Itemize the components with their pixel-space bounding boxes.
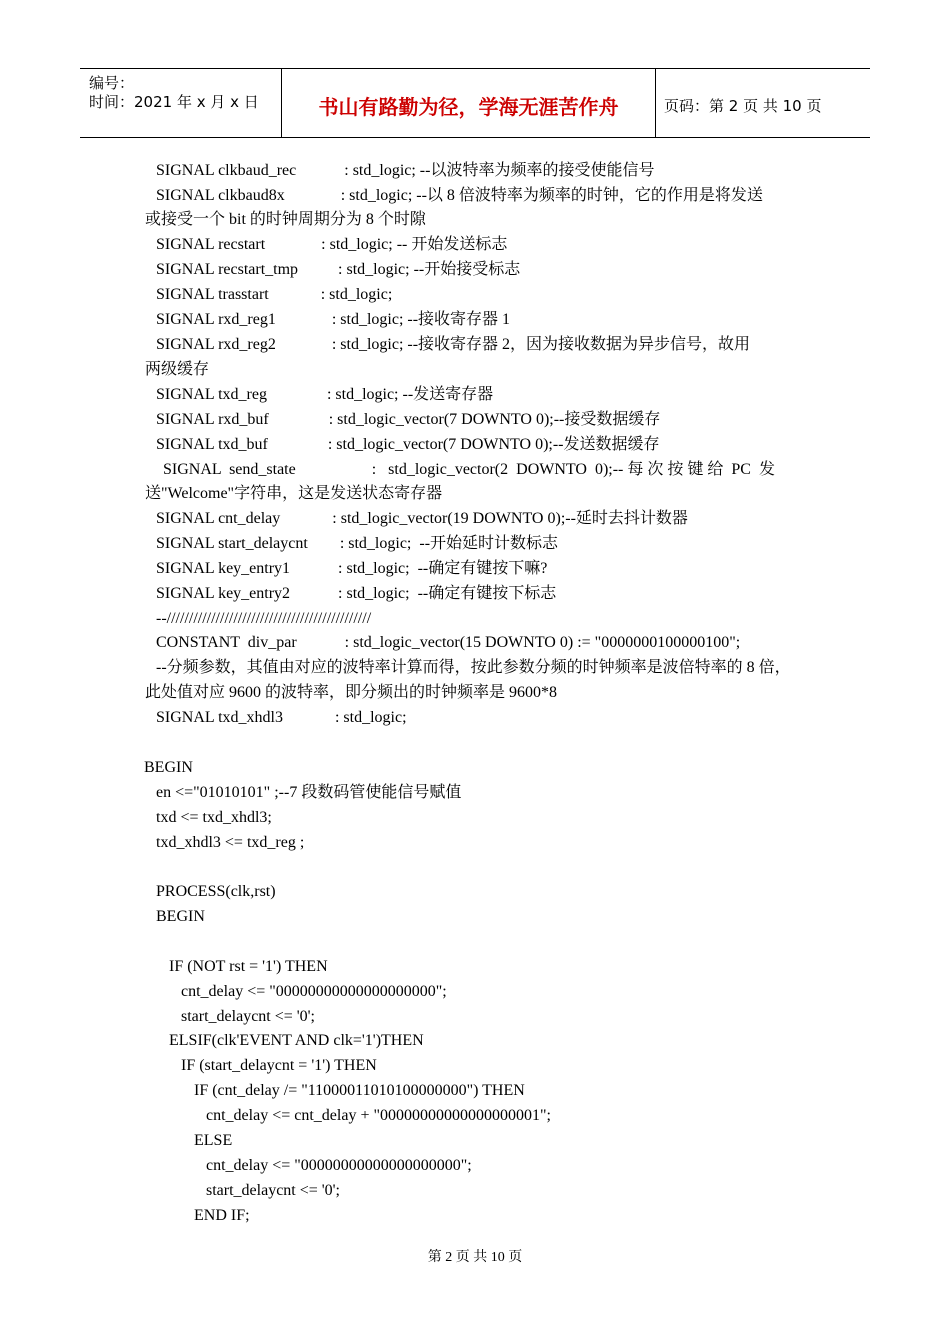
- code-line: ELSIF(clk'EVENT AND clk='1')THEN: [169, 1032, 424, 1049]
- header-motto-cell: [281, 69, 656, 137]
- code-line: SIGNAL rxd_buf : std_logic_vector(7 DOWNTO 0);--接受数据缓存: [156, 411, 661, 428]
- code-line: CONSTANT div_par : std_logic_vector(15 DOWNTO 0) := "0000000100000100";: [156, 634, 741, 651]
- code-line: --分频参数，其值由对应的波特率计算而得，按此参数分频的时钟频率是波倍特率的 8 倍，: [156, 659, 791, 676]
- code-line: en <="01010101" ;--7 段数码管使能信号赋值: [156, 784, 462, 801]
- code-line: 两级缓存: [145, 361, 210, 378]
- code-line: cnt_delay <= "00000000000000000000";: [181, 983, 447, 1000]
- code-line: SIGNAL txd_buf : std_logic_vector(7 DOWNTO 0);--发送数据缓存: [156, 436, 660, 453]
- header-page-cell: [655, 69, 870, 137]
- code-line: cnt_delay <= cnt_delay + "00000000000000000001";: [206, 1107, 551, 1124]
- code-line: cnt_delay <= "00000000000000000000";: [206, 1157, 472, 1174]
- code-line: SIGNAL trasstart : std_logic;: [156, 286, 393, 303]
- code-line: SIGNAL start_delaycnt : std_logic; --开始延时计数标志: [156, 535, 559, 552]
- header-meta-cell: [80, 69, 280, 137]
- code-line: SIGNAL rxd_reg2 : std_logic; --接收寄存器 2，因为接收数据为异步信号，故用: [156, 336, 751, 353]
- code-line: SIGNAL key_entry1 : std_logic; --确定有键按下嘛?: [156, 560, 548, 577]
- date-label: 时间：2021 年 x 月 x 日: [89, 93, 259, 111]
- code-line: 或接受一个 bit 的时钟周期分为 8 个时隙: [145, 211, 426, 228]
- code-line: END IF;: [194, 1207, 250, 1224]
- code-line: PROCESS(clk,rst): [156, 883, 276, 900]
- code-line: SIGNAL clkbaud8x : std_logic; --以 8 倍波特率为频率的时钟，它的作用是将发送: [156, 187, 763, 204]
- code-line: start_delaycnt <= '0';: [181, 1008, 315, 1025]
- code-line: ELSE: [194, 1132, 233, 1149]
- code-line: BEGIN: [156, 908, 205, 925]
- code-line: --//////////////////////////////////////////////: [156, 610, 372, 627]
- code-line: SIGNAL cnt_delay : std_logic_vector(19 DOWNTO 0);--延时去抖计数器: [156, 510, 688, 527]
- code-line: txd_xhdl3 <= txd_reg ;: [156, 834, 305, 851]
- code-line: IF (cnt_delay /= "11000011010100000000") THEN: [194, 1082, 525, 1099]
- code-line: IF (NOT rst = '1') THEN: [169, 958, 328, 975]
- code-line: IF (start_delaycnt = '1') THEN: [181, 1057, 377, 1074]
- code-line: SIGNAL key_entry2 : std_logic; --确定有键按下标志: [156, 585, 557, 602]
- code-line: 送"Welcome"字符串，这是发送状态寄存器: [145, 485, 443, 502]
- code-line: BEGIN: [144, 759, 193, 776]
- code-line: SIGNAL send_state : std_logic_vector(2 DOWNTO 0);-- 每 次 按 键 给 PC 发: [163, 461, 775, 478]
- code-line: start_delaycnt <= '0';: [206, 1182, 340, 1199]
- code-line: SIGNAL clkbaud_rec : std_logic; --以波特率为频率的接受使能信号: [156, 162, 655, 179]
- page-header: [80, 68, 870, 138]
- code-line: SIGNAL recstart_tmp : std_logic; --开始接受标志: [156, 261, 521, 278]
- code-line: SIGNAL rxd_reg1 : std_logic; --接收寄存器 1: [156, 311, 511, 328]
- code-line: txd <= txd_xhdl3;: [156, 809, 272, 826]
- code-line: 此处值对应 9600 的波特率，即分频出的时钟频率是 9600*8: [145, 684, 558, 701]
- page-footer: 第 2 页 共 10 页: [427, 1250, 523, 1265]
- code-line: SIGNAL txd_reg : std_logic; --发送寄存器: [156, 386, 494, 403]
- page-code: 页码：第 2 页 共 10 页: [664, 97, 822, 115]
- motto: 书山有路勤为径，学海无涯苦作舟: [318, 95, 619, 119]
- number-label: 编号：: [89, 74, 135, 92]
- code-line: SIGNAL txd_xhdl3 : std_logic;: [156, 709, 407, 726]
- code-line: SIGNAL recstart : std_logic; -- 开始发送标志: [156, 236, 508, 253]
